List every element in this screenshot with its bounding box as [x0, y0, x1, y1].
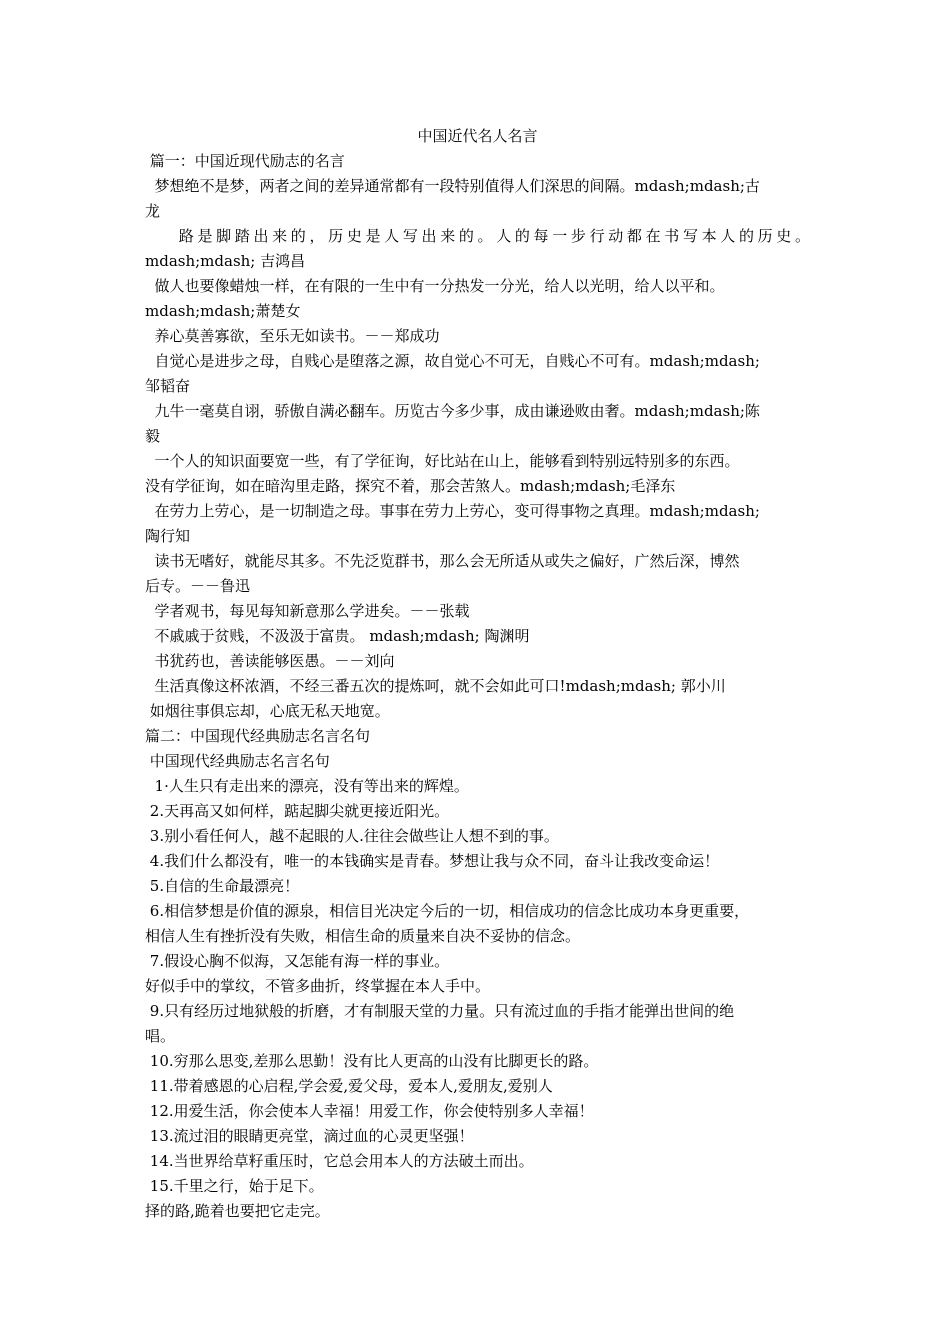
text-line: 养心莫善寡欲，至乐无如读书。－－郑成功	[145, 327, 440, 345]
text-line: 生活真像这杯浓酒，不经三番五次的提炼呵，就不会如此可口!mdash;mdash; 郭小川	[145, 677, 726, 695]
list-item: 4.我们什么都没有，唯一的本钱确实是青春。梦想让我与众不同，奋斗让我改变命运！	[145, 852, 720, 870]
list-item: 12.用爱生活，你会使本人幸福！用爱工作，你会使特别多人幸福！	[145, 1102, 594, 1120]
text-line: 龙	[145, 202, 161, 220]
text-line: 读书无嗜好，就能尽其多。不先泛览群书，那么会无所适从或失之偏好，广然后深，博然	[145, 552, 740, 570]
text-line: 后专。－－鲁迅	[145, 577, 251, 595]
text-line: 毅	[145, 427, 161, 445]
list-item: 9.只有经历过地狱般的折磨，才有制服天堂的力量。只有流过血的手指才能弹出世间的绝	[145, 1002, 735, 1020]
text-line: 在劳力上劳心，是一切制造之母。事事在劳力上劳心，变可得事物之真理。mdash;mdash;	[145, 502, 760, 520]
text-line: 陶行知	[145, 527, 191, 545]
text-line: 没有学征询，如在暗沟里走路，探究不着，那会苦煞人。mdash;mdash;毛泽东	[145, 477, 676, 495]
list-item: 2.天再高又如何样，踮起脚尖就更接近阳光。	[145, 802, 450, 820]
list-item: 1·人生只有走出来的漂亮，没有等出来的辉煌。	[145, 777, 469, 795]
text-line: 书犹药也，善读能够医愚。－－刘向	[145, 652, 395, 670]
text-line: 好似手中的掌纹，不管多曲折，终掌握在本人手中。	[145, 977, 491, 995]
list-item: 5.自信的生命最漂亮！	[145, 877, 300, 895]
document-text	[145, 149, 810, 1224]
section-heading: 篇二：中国现代经典励志名言名句	[145, 727, 371, 745]
text-line: 自觉心是进步之母，自贱心是堕落之源，故自觉心不可无，自贱心不可有。mdash;mdash;	[145, 352, 760, 370]
list-item: 10.穷那么思变,差那么思勤！没有比人更高的山没有比脚更长的路。	[145, 1052, 599, 1070]
text-line: 相信人生有挫折没有失败，相信生命的质量来自决不妥协的信念。	[145, 927, 581, 945]
list-item: 11.带着感恩的心启程,学会爱,爱父母，爱本人,爱朋友,爱别人	[145, 1077, 553, 1095]
document-title: 中国近代名人名言	[417, 127, 538, 145]
text-line: 做人也要像蜡烛一样，在有限的一生中有一分热发一分光，给人以光明，给人以平和。	[145, 277, 725, 295]
text-line: 篇一：中国近现代励志的名言	[145, 152, 345, 170]
text-line: 一个人的知识面要宽一些，有了学征询，好比站在山上，能够看到特别远特别多的东西。	[145, 452, 740, 470]
text-line: mdash;mdash;萧楚女	[145, 302, 301, 320]
text-line: 学者观书，每见每知新意那么学进矣。－－张载	[145, 602, 470, 620]
text-line: 择的路,跪着也要把它走完。	[145, 1202, 330, 1220]
list-item: 3.别小看任何人，越不起眼的人.往往会做些让人想不到的事。	[145, 827, 559, 845]
list-item: 7.假设心胸不似海，又怎能有海一样的事业。	[145, 952, 450, 970]
list-item: 14.当世界给草籽重压时，它总会用本人的方法破土而出。	[145, 1152, 534, 1170]
text-line: 唱。	[145, 1027, 176, 1045]
text-line: mdash;mdash; 吉鸿昌	[145, 252, 306, 270]
text-line: 梦想绝不是梦，两者之间的差异通常都有一段特别值得人们深思的间隔。mdash;mdash;古	[145, 177, 760, 195]
list-item: 6.相信梦想是价值的源泉，相信目光决定今后的一切，相信成功的信念比成功本身更重要，	[145, 902, 750, 920]
text-line: 九牛一毫莫自诩，骄傲自满必翻车。历览古今多少事，成由谦逊败由奢。mdash;mdash;陈	[145, 402, 760, 420]
text-line: 不戚戚于贫贱，不汲汲于富贵。 mdash;mdash; 陶渊明	[145, 627, 530, 645]
text-line: 路是脚踏出来的，历史是人写出来的。人的每一步行动都在书写本人的历史。	[145, 227, 810, 245]
list-item: 13.流过泪的眼睛更亮堂，滴过血的心灵更坚强！	[145, 1127, 474, 1145]
text-line: 邹韬奋	[145, 377, 191, 395]
text-line: 中国现代经典励志名言名句	[145, 752, 330, 770]
list-item: 15.千里之行，始于足下。	[145, 1177, 324, 1195]
document-body	[145, 124, 810, 1224]
text-line: 如烟往事俱忘却，心底无私天地宽。	[145, 702, 390, 720]
